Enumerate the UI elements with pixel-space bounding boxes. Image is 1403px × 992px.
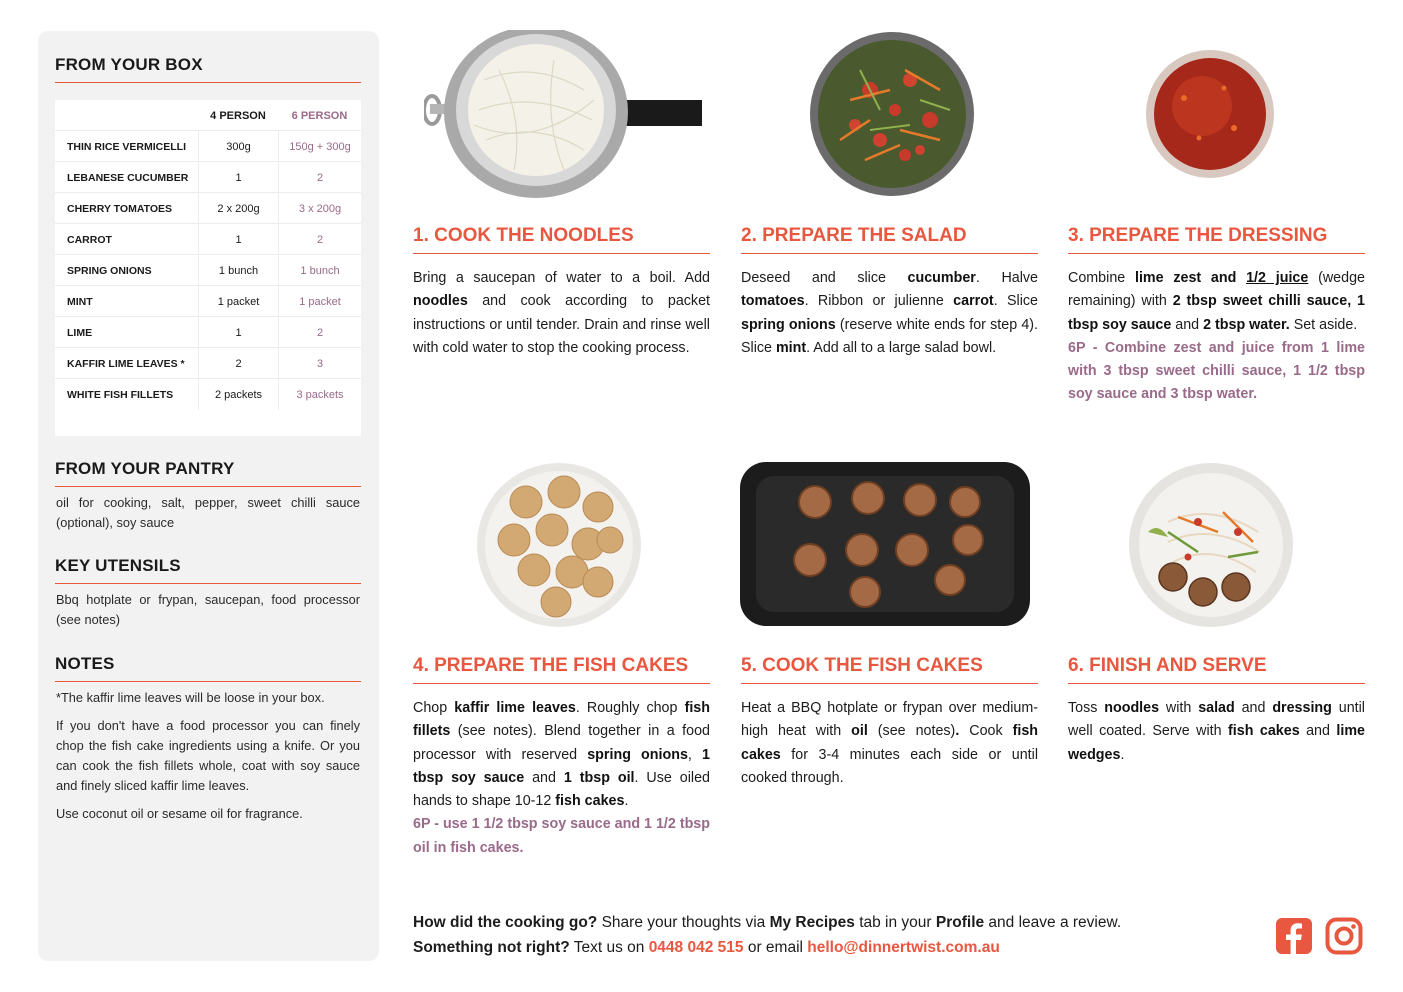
step-3-six-person-note: 6P - Combine zest and juice from 1 lime with 3 tbsp sweet chilli sauce, 1 1/2 tbsp soy sauce and 3 tbsp water. [1068, 339, 1365, 403]
sidebar [38, 31, 379, 961]
dressing-bowl-image [1144, 48, 1276, 180]
table-row [55, 193, 361, 224]
ingredient-4-person: 1 [198, 317, 278, 348]
feedback-footer [413, 910, 1263, 960]
ingredient-6-person: 3 x 200g [278, 193, 361, 224]
step-6-text: Toss noodles with salad and dressing until well coated. Serve with fish cakes and lime wedges. [1068, 700, 1365, 763]
ingredient-name: CARROT [67, 233, 112, 246]
noodles-colander-image [424, 30, 702, 198]
ingredient-4-person: 1 [198, 224, 278, 255]
step-2-title: 2. PREPARE THE SALAD [741, 225, 1038, 254]
ingredients-table [55, 100, 361, 436]
note-2: If you don't have a food processor you can finely chop the fish cake ingredients using a knife. Or you can cook the fish fillets whole, coat with soy sauce and finely sliced kaffir lime leaves. [56, 718, 360, 793]
instagram-icon[interactable] [1325, 917, 1363, 955]
finished-dish-image [1128, 462, 1294, 628]
from-your-pantry-title: FROM YOUR PANTRY [55, 459, 361, 487]
ingredient-name: KAFFIR LIME LEAVES * [67, 357, 185, 370]
step-1-text: Bring a saucepan of water to a boil. Add noodles and cook according to packet instructions or until tender. Drain and rinse well with cold water to stop the cooking process. [413, 270, 710, 356]
step-2-text: Deseed and slice cucumber. Halve tomatoes. Ribbon or julienne carrot. Slice spring onions (reserve white ends for step 4). Slice mint. Add all to a large salad bowl. [741, 270, 1039, 356]
pantry-text: oil for cooking, salt, pepper, sweet chilli sauce (optional), soy sauce [56, 495, 360, 530]
support-line: Something not right? Text us on 0448 042 515 or email hello@dinnertwist.com.au [413, 939, 1000, 956]
step-4-six-person-note: 6P - use 1 1/2 tbsp soy sauce and 1 1/2 tbsp oil in fish cakes. [413, 816, 710, 856]
table-row [55, 131, 361, 162]
ingredient-6-person: 150g + 300g [278, 131, 361, 162]
phone-link[interactable]: 0448 042 515 [648, 939, 744, 956]
ingredient-6-person: 3 [278, 348, 361, 379]
from-your-box-title: FROM YOUR BOX [55, 55, 361, 83]
header-4-person: 4 PERSON [210, 109, 266, 122]
ingredient-6-person: 3 packets [278, 379, 361, 410]
ingredient-name: THIN RICE VERMICELLI [67, 140, 187, 153]
hotplate-fish-cakes-image [740, 462, 1030, 626]
facebook-icon[interactable] [1275, 917, 1313, 955]
ingredient-4-person: 1 [198, 162, 278, 193]
utensils-text: Bbq hotplate or frypan, saucepan, food processor (see notes) [56, 592, 360, 627]
ingredient-4-person: 2 x 200g [198, 193, 278, 224]
step-5-title: 5. COOK THE FISH CAKES [741, 655, 1038, 684]
ingredient-name: CHERRY TOMATOES [67, 202, 173, 215]
ingredient-6-person: 2 [278, 317, 361, 348]
ingredient-name: MINT [67, 295, 93, 308]
ingredient-6-person: 2 [278, 224, 361, 255]
ingredient-name: LIME [67, 326, 93, 339]
step-6-title: 6. FINISH AND SERVE [1068, 655, 1365, 684]
table-row [55, 379, 361, 410]
table-row [55, 286, 361, 317]
ingredient-4-person: 300g [198, 131, 278, 162]
salad-bowl-image [810, 30, 974, 198]
ingredient-4-person: 2 packets [198, 379, 278, 410]
table-row [55, 317, 361, 348]
email-link[interactable]: hello@dinnertwist.com.au [807, 939, 1000, 956]
note-3: Use coconut oil or sesame oil for fragrance. [56, 806, 303, 821]
ingredient-6-person: 2 [278, 162, 361, 193]
step-4-text: Chop kaffir lime leaves. Roughly chop fish fillets (see notes). Blend together in a food processor with reserved spring onions, 1 tbsp soy sauce and 1 tbsp oil. Use oiled hands to shape 10-12 fish cakes. 6P - use 1 1/2 tbsp soy sauce and 1 1/2 tbsp oil in fish cakes. [413, 697, 710, 860]
ingredient-name: LEBANESE CUCUMBER [67, 171, 189, 184]
ingredient-4-person: 2 [198, 348, 278, 379]
table-row [55, 224, 361, 255]
ingredient-6-person: 1 packet [278, 286, 361, 317]
ingredient-4-person: 1 packet [198, 286, 278, 317]
key-utensils-title: KEY UTENSILS [55, 556, 361, 584]
step-5-text: Heat a BBQ hotplate or frypan over medium-high heat with oil (see notes). Cook fish cakes for 3-4 minutes each side or until cooked through. [741, 700, 1039, 786]
table-row [55, 162, 361, 193]
ingredient-name: SPRING ONIONS [67, 264, 152, 277]
ingredient-4-person: 1 bunch [198, 255, 278, 286]
raw-fish-cakes-image [476, 462, 642, 628]
step-3-title: 3. PREPARE THE DRESSING [1068, 225, 1365, 254]
table-header [55, 100, 361, 131]
step-4-title: 4. PREPARE THE FISH CAKES [413, 655, 710, 684]
step-1-title: 1. COOK THE NOODLES [413, 225, 710, 254]
table-row [55, 255, 361, 286]
header-6-person: 6 PERSON [291, 109, 348, 122]
note-1: *The kaffir lime leaves will be loose in your box. [56, 690, 325, 705]
feedback-line: How did the cooking go? Share your thoughts via My Recipes tab in your Profile and leave a review. [413, 914, 1122, 931]
table-row [55, 348, 361, 379]
step-3-text: Combine lime zest and 1/2 juice (wedge remaining) with 2 tbsp sweet chilli sauce, 1 tbsp soy sauce and 2 tbsp water. Set aside. 6P - Combine zest and juice from 1 lime with 3 tbsp sweet chilli sauce, 1 1/2 tbsp soy sauce and 3 tbsp water. [1068, 267, 1365, 407]
ingredient-name: WHITE FISH FILLETS [67, 388, 174, 401]
ingredient-6-person: 1 bunch [278, 255, 361, 286]
notes-title: NOTES [55, 654, 361, 682]
